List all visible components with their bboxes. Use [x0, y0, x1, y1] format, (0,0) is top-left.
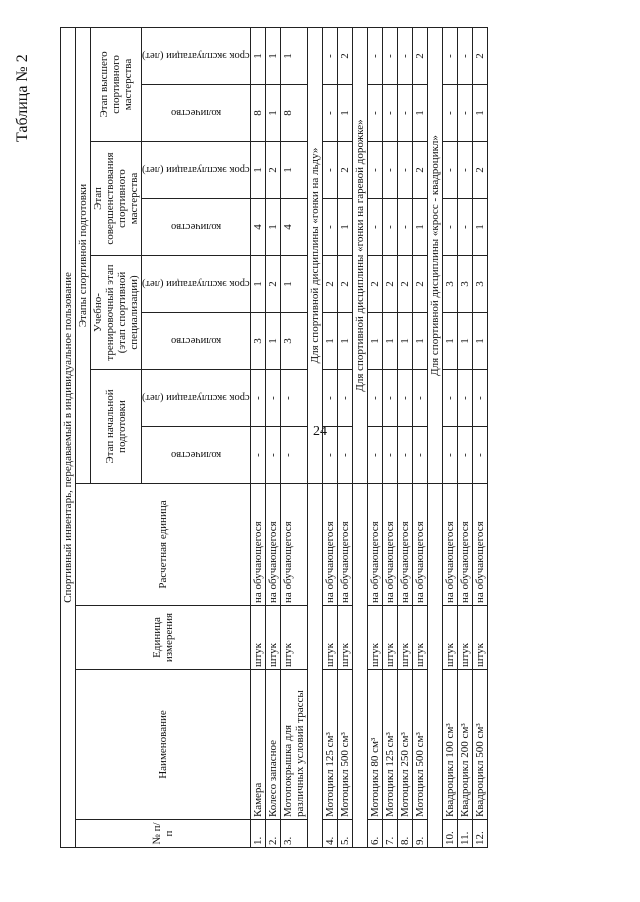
row-unit: штук: [442, 606, 457, 670]
header-calc-unit: Расчетная единица: [76, 484, 251, 606]
table-row: [367, 27, 382, 847]
row-name: Мотопокрышка для различных условий трассы: [280, 670, 307, 820]
cell-term: -: [457, 370, 472, 427]
cell-term: 2: [472, 142, 487, 199]
table-row: [397, 27, 412, 847]
cell-quantity: 1: [397, 313, 412, 370]
cell-quantity: -: [367, 85, 382, 142]
cell-term: 2: [412, 256, 427, 313]
equipment-table: [60, 27, 488, 848]
cell-quantity: -: [442, 199, 457, 256]
row-number: 6.: [367, 820, 382, 848]
header-term: [142, 27, 251, 84]
cell-quantity: -: [382, 199, 397, 256]
cell-quantity: -: [322, 427, 337, 484]
row-calc-unit: на обучающегося: [280, 484, 307, 606]
cell-quantity: 1: [337, 85, 352, 142]
cell-quantity: 1: [472, 199, 487, 256]
cell-term: 2: [412, 27, 427, 84]
cell-term: 2: [337, 256, 352, 313]
cell-term: 3: [472, 256, 487, 313]
section-row: [352, 27, 367, 847]
row-calc-unit: на обучающегося: [337, 484, 352, 606]
cell-quantity: -: [367, 199, 382, 256]
cell-quantity: 1: [337, 313, 352, 370]
table-row: [265, 27, 280, 847]
cell-term: 2: [337, 27, 352, 84]
cell-quantity: -: [250, 427, 265, 484]
row-number: 10.: [442, 820, 457, 848]
cell-quantity: -: [397, 199, 412, 256]
row-calc-unit: на обучающегося: [397, 484, 412, 606]
row-calc-unit: на обучающегося: [250, 484, 265, 606]
row-name: Мотоцикл 250 см³: [397, 670, 412, 820]
row-number: 3.: [280, 820, 307, 848]
header-stage-initial: Этап начальной подготовки: [91, 370, 142, 484]
cell-quantity: -: [382, 85, 397, 142]
cell-quantity: 1: [382, 313, 397, 370]
row-name: Квадроцикл 100 см³: [442, 670, 457, 820]
header-num: № п/п: [76, 820, 251, 848]
cell-term: -: [367, 370, 382, 427]
cell-quantity: -: [442, 427, 457, 484]
header-term: [142, 256, 251, 313]
row-name: Камера: [250, 670, 265, 820]
row-name: Мотоцикл 125 см³: [322, 670, 337, 820]
row-calc-unit: на обучающегося: [442, 484, 457, 606]
section-title: Для спортивной дисциплины «гонки на гаревой дорожке»: [352, 27, 367, 483]
header-quantity: [142, 85, 251, 142]
row-unit: штук: [265, 606, 280, 670]
cell-quantity: -: [337, 427, 352, 484]
cell-term: -: [382, 370, 397, 427]
row-name: Мотоцикл 125 см³: [382, 670, 397, 820]
cell-term: 1: [250, 142, 265, 199]
cell-term: -: [457, 27, 472, 84]
cell-quantity: -: [457, 85, 472, 142]
cell-quantity: -: [397, 427, 412, 484]
row-calc-unit: на обучающегося: [412, 484, 427, 606]
cell-quantity: 1: [442, 313, 457, 370]
cell-term: 1: [280, 27, 307, 84]
cell-term: -: [412, 370, 427, 427]
section-title: Для спортивной дисциплины «кросс - квадроцикл»: [427, 27, 442, 483]
cell-quantity: -: [280, 427, 307, 484]
cell-term: -: [367, 142, 382, 199]
row-unit: штук: [337, 606, 352, 670]
cell-term: 3: [457, 256, 472, 313]
cell-term: -: [442, 370, 457, 427]
section-spacer: [352, 484, 367, 848]
row-calc-unit: на обучающегося: [382, 484, 397, 606]
header-quantity-label: количество: [170, 449, 221, 461]
table-row: [472, 27, 487, 847]
cell-quantity: 8: [250, 85, 265, 142]
row-number: 4.: [322, 820, 337, 848]
table-row: [442, 27, 457, 847]
cell-term: -: [382, 27, 397, 84]
cell-term: -: [472, 370, 487, 427]
cell-term: -: [280, 370, 307, 427]
header-quantity-label: количество: [170, 335, 221, 347]
row-unit: штук: [412, 606, 427, 670]
cell-quantity: 3: [280, 313, 307, 370]
header-quantity-label: количество: [170, 107, 221, 119]
page-number: 24: [313, 424, 327, 439]
header-term-label: срок эксплуатации (лет): [142, 164, 250, 176]
table-row: [382, 27, 397, 847]
cell-term: -: [322, 27, 337, 84]
table-row: [337, 27, 352, 847]
row-name: Мотоцикл 80 см³: [367, 670, 382, 820]
section-title: Для спортивной дисциплины «гонки на льду»: [307, 27, 322, 483]
cell-term: 2: [382, 256, 397, 313]
cell-quantity: 1: [472, 85, 487, 142]
cell-term: -: [367, 27, 382, 84]
cell-term: 2: [397, 256, 412, 313]
cell-term: 2: [367, 256, 382, 313]
header-term-label: срок эксплуатации (лет): [142, 50, 250, 62]
cell-quantity: 1: [457, 313, 472, 370]
cell-quantity: 8: [280, 85, 307, 142]
cell-term: 1: [250, 256, 265, 313]
cell-term: -: [397, 27, 412, 84]
table-row: [457, 27, 472, 847]
row-number: 5.: [337, 820, 352, 848]
row-calc-unit: на обучающегося: [265, 484, 280, 606]
row-unit: штук: [382, 606, 397, 670]
row-name: Квадроцикл 500 см³: [472, 670, 487, 820]
header-quantity: [142, 313, 251, 370]
cell-term: -: [322, 142, 337, 199]
cell-term: -: [382, 142, 397, 199]
cell-quantity: 3: [250, 313, 265, 370]
section-row: [307, 27, 322, 847]
table-row: [412, 27, 427, 847]
cell-quantity: -: [457, 199, 472, 256]
cell-term: 2: [472, 27, 487, 84]
cell-quantity: 1: [472, 313, 487, 370]
header-term: [142, 370, 251, 427]
header-term: [142, 142, 251, 199]
section-spacer: [307, 484, 322, 848]
header-quantity-label: количество: [170, 221, 221, 233]
cell-term: -: [265, 370, 280, 427]
cell-term: 1: [280, 142, 307, 199]
header-stage-higher: Этап высшего спортивного мастерства: [91, 27, 142, 141]
cell-term: -: [250, 370, 265, 427]
cell-quantity: -: [397, 85, 412, 142]
row-name: Мотоцикл 500 см³: [337, 670, 352, 820]
cell-term: 2: [265, 142, 280, 199]
header-quantity: [142, 427, 251, 484]
header-stages-title: Этапы спортивной подготовки: [76, 27, 91, 483]
header-stage-improvement: Этап совершенствования спортивного мастерства: [91, 142, 142, 256]
cell-term: 1: [250, 27, 265, 84]
cell-quantity: 1: [265, 199, 280, 256]
cell-quantity: -: [367, 427, 382, 484]
row-unit: штук: [280, 606, 307, 670]
row-name: Мотоцикл 500 см³: [412, 670, 427, 820]
header-stage-training: Учебно-тренировочный этап (этап спортивной специализации): [91, 256, 142, 370]
cell-quantity: 1: [337, 199, 352, 256]
row-name: Квадроцикл 200 см³: [457, 670, 472, 820]
cell-term: -: [397, 142, 412, 199]
cell-term: -: [442, 142, 457, 199]
cell-term: 2: [337, 142, 352, 199]
cell-term: 2: [322, 256, 337, 313]
cell-term: -: [397, 370, 412, 427]
cell-quantity: 1: [265, 85, 280, 142]
row-unit: штук: [250, 606, 265, 670]
section-row: [427, 27, 442, 847]
cell-quantity: -: [322, 85, 337, 142]
row-calc-unit: на обучающегося: [472, 484, 487, 606]
row-number: 8.: [397, 820, 412, 848]
cell-quantity: -: [442, 85, 457, 142]
cell-term: -: [337, 370, 352, 427]
cell-quantity: -: [382, 427, 397, 484]
cell-quantity: 1: [412, 313, 427, 370]
row-calc-unit: на обучающегося: [367, 484, 382, 606]
row-number: 1.: [250, 820, 265, 848]
cell-quantity: -: [265, 427, 280, 484]
cell-quantity: 1: [412, 85, 427, 142]
row-unit: штук: [322, 606, 337, 670]
cell-quantity: -: [322, 199, 337, 256]
cell-term: 1: [265, 27, 280, 84]
cell-quantity: 1: [367, 313, 382, 370]
header-term-label: срок эксплуатации (лет): [142, 278, 250, 290]
row-unit: штук: [457, 606, 472, 670]
table-label: Таблица № 2: [14, 54, 31, 142]
row-unit: штук: [397, 606, 412, 670]
cell-quantity: 1: [322, 313, 337, 370]
cell-term: 3: [442, 256, 457, 313]
table-main-title: Спортивный инвентарь, передаваемый в индивидуальное пользование: [61, 27, 76, 847]
row-number: 9.: [412, 820, 427, 848]
cell-quantity: 4: [280, 199, 307, 256]
cell-quantity: -: [412, 427, 427, 484]
cell-quantity: 4: [250, 199, 265, 256]
section-spacer: [427, 484, 442, 848]
cell-term: -: [322, 370, 337, 427]
row-calc-unit: на обучающегося: [457, 484, 472, 606]
table-row: [250, 27, 265, 847]
row-number: 11.: [457, 820, 472, 848]
cell-term: -: [442, 27, 457, 84]
row-number: 12.: [472, 820, 487, 848]
header-quantity: [142, 199, 251, 256]
header-term-label: срок эксплуатации (лет): [142, 392, 250, 404]
row-unit: штук: [367, 606, 382, 670]
row-name: Колесо запасное: [265, 670, 280, 820]
cell-quantity: 1: [265, 313, 280, 370]
header-name: Наименование: [76, 670, 251, 820]
row-number: 2.: [265, 820, 280, 848]
row-calc-unit: на обучающегося: [322, 484, 337, 606]
cell-term: 2: [412, 142, 427, 199]
cell-quantity: -: [472, 427, 487, 484]
row-unit: штук: [472, 606, 487, 670]
cell-quantity: -: [457, 427, 472, 484]
row-number: 7.: [382, 820, 397, 848]
header-unit: Единица измерения: [76, 606, 251, 670]
table-row: [322, 27, 337, 847]
cell-term: 1: [280, 256, 307, 313]
cell-term: 2: [265, 256, 280, 313]
table-row: [280, 27, 307, 847]
cell-quantity: 1: [412, 199, 427, 256]
cell-term: -: [457, 142, 472, 199]
